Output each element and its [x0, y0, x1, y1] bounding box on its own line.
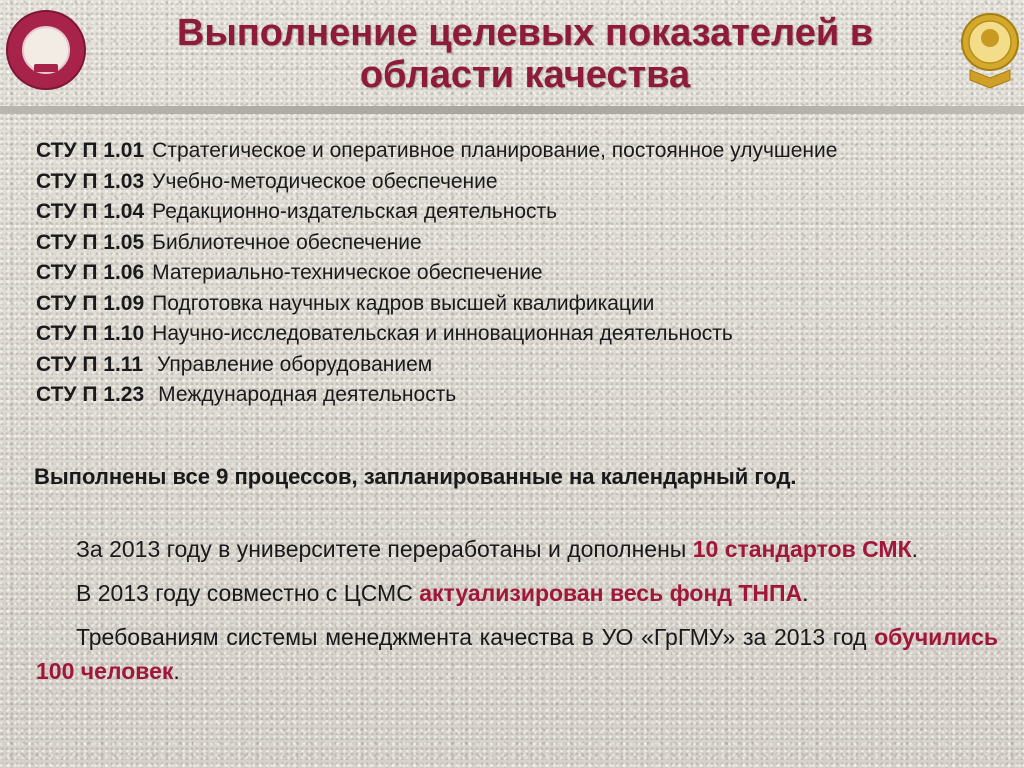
paragraph-standards-revised [36, 532, 998, 566]
standard-description: Стратегическое и оперативное планирование, постоянное улучшение [152, 139, 838, 162]
university-seal-logo [6, 10, 86, 90]
paragraph-period: . [802, 580, 809, 606]
highlight-text: обучились 100 человек [36, 624, 998, 684]
standard-code: СТУ П 1.11 [36, 352, 144, 376]
standard-description: Управление оборудованием [157, 352, 433, 376]
standard-code: СТУ П 1.03 [36, 169, 145, 193]
standard-code: СТУ П 1.09 [36, 291, 145, 315]
paragraph-period: . [911, 536, 919, 562]
highlight-text: 10 стандартов СМК [692, 536, 912, 562]
standard-code: СТУ П 1.06 [36, 261, 145, 284]
paragraph-text: Требованиям системы менеджмента качества в УО «ГрГМУ» за 2013 год [76, 624, 875, 650]
paragraph-tnpa-updated [36, 576, 998, 610]
summary-statement: Выполнены все 9 процессов, запланированные на календарный год. [34, 464, 797, 489]
list-item [36, 350, 996, 381]
standard-code: СТУ П 1.04 [36, 200, 145, 223]
list-item [36, 136, 996, 167]
standard-description: Подготовка научных кадров высшей квалификации [152, 291, 655, 315]
header-divider [0, 106, 1024, 114]
standard-code: СТУ П 1.01 [36, 139, 145, 162]
page-title: Выполнение целевых показателей в области качества [176, 12, 874, 96]
paragraph-text: В 2013 году совместно с ЦСМС [76, 580, 420, 606]
paragraph-text: За 2013 году в университете переработаны и дополнены [76, 536, 693, 562]
quality-award-medal [960, 8, 1020, 90]
standard-description: Редакционно-издательская деятельность [152, 200, 558, 223]
list-item [36, 167, 996, 198]
list-item [36, 289, 996, 320]
paragraph-period: . [173, 658, 180, 684]
paragraph-people-trained [36, 620, 998, 688]
standard-description: Международная деятельность [158, 383, 457, 406]
list-item [36, 197, 996, 228]
standard-code: СТУ П 1.05 [36, 230, 145, 254]
list-item [36, 380, 996, 411]
list-item [36, 258, 996, 289]
standard-code: СТУ П 1.10 [36, 322, 145, 345]
standard-description: Учебно-методическое обеспечение [152, 169, 498, 193]
standards-list [36, 136, 996, 411]
list-item [36, 228, 996, 259]
standard-description: Научно-исследовательская и инновационная деятельность [152, 322, 733, 345]
standard-description: Библиотечное обеспечение [152, 230, 422, 254]
results-text [36, 532, 998, 698]
standard-code: СТУ П 1.23 [36, 383, 145, 406]
standard-description: Материально-техническое обеспечение [152, 261, 543, 284]
list-item [36, 319, 996, 350]
highlight-text: актуализирован весь фонд ТНПА [419, 580, 803, 606]
